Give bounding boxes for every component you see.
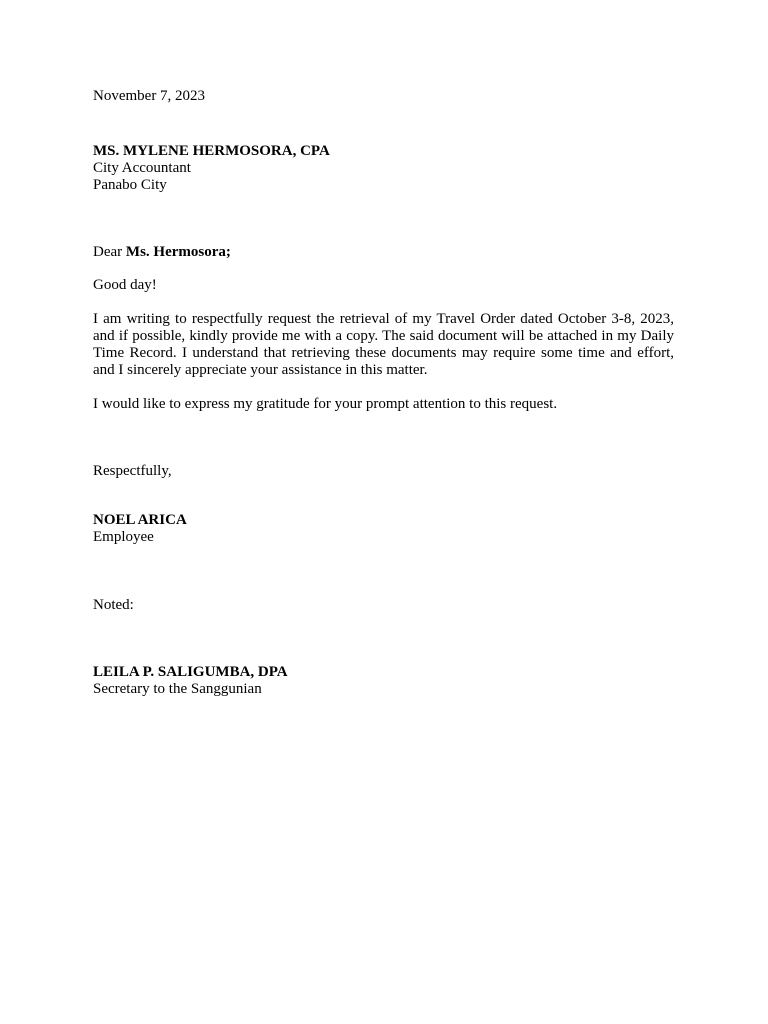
sender-name: NOEL ARICA [93,512,187,528]
body-paragraph: I am writing to respectfully request the retrieval of my Travel Order dated October 3-8, 2023, and if possible, kindly provide me with a copy. The said document will be attached in my Daily Time Record. I understand that retrieving these documents may require some time and effort, and I sincerely appreciate your assistance in this matter. [93,311,674,378]
recipient-title: City Accountant [93,160,191,176]
recipient-location: Panabo City [93,177,167,193]
noted-label: Noted: [93,597,134,613]
closing: Respectfully, [93,463,172,479]
noter-name: LEILA P. SALIGUMBA, DPA [93,664,288,680]
salutation [93,244,231,261]
noter-title: Secretary to the Sanggunian [93,681,262,697]
sender-title: Employee [93,529,154,545]
greeting: Good day! [93,277,157,293]
recipient-name: MS. MYLENE HERMOSORA, CPA [93,143,330,159]
closing-paragraph: I would like to express my gratitude for your prompt attention to this request. [93,396,558,412]
salutation-name: Ms. Hermosora; [125,244,231,260]
salutation-prefix: Dear [93,244,123,260]
letter-date: November 7, 2023 [93,88,206,104]
